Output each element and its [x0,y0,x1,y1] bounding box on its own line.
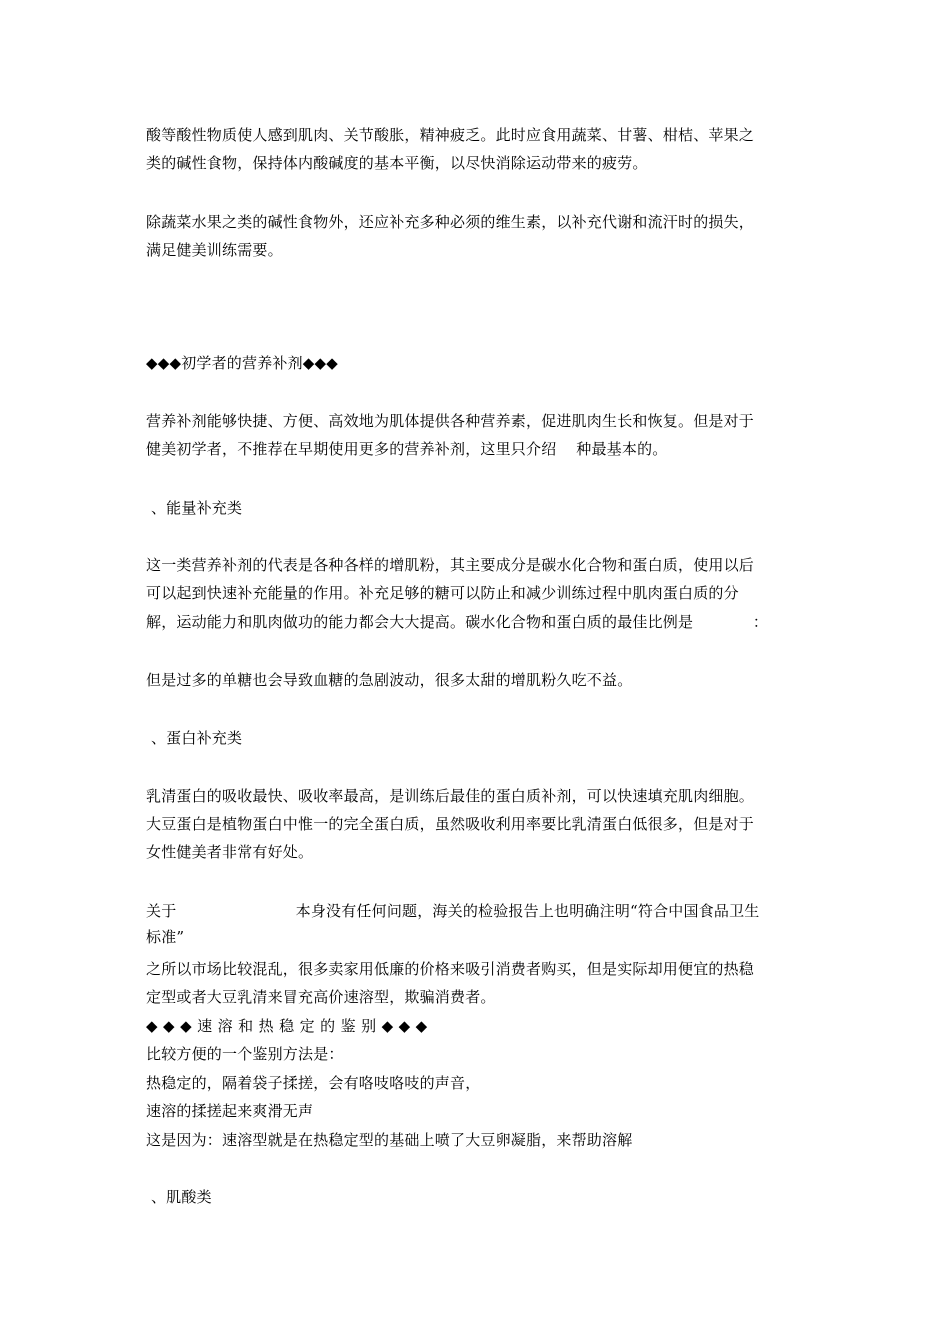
paragraph-line: 女性健美者非常有好处。 [146,843,314,861]
paragraph-line: 之所以市场比较混乱，很多卖家用低廉的价格来吸引消费者购买，但是实际却用便宜的热稳 [146,960,755,978]
paragraph-line: 定型或者大豆乳清来冒充高价速溶型，欺骗消费者。 [146,988,496,1006]
paragraph-line: 可以起到快速补充能量的作用。补充足够的糖可以防止和减少训练过程中肌肉蛋白质的分 [146,584,739,602]
paragraph-line: 标准” [146,928,185,946]
paragraph-line: 除蔬菜水果之类的碱性食物外，还应补充多种必须的维生素，以补充代谢和流汗时的损失， [146,213,755,231]
paragraph-line: 这一类营养补剂的代表是各种各样的增肌粉，其主要成分是碳水化合物和蛋白质，使用以后 [146,556,755,574]
section-heading: ◆◆◆速溶和热稳定的鉴别◆◆◆ [146,1017,433,1035]
paragraph-line: 这是因为：速溶型就是在热稳定型的基础上喷了大豆卵凝脂，来帮助溶解 [146,1131,633,1149]
paragraph-line: 类的碱性食物，保持体内酸碱度的基本平衡，以尽快消除运动带来的疲劳。 [146,154,648,172]
paragraph-line: 满足健美训练需要。 [146,241,283,259]
paragraph-line: 营养补剂能够快捷、方便、高效地为肌体提供各种营养素，促进肌肉生长和恢复。但是对于 [146,412,755,430]
section-heading: ◆◆◆初学者的营养补剂◆◆◆ [146,354,339,372]
paragraph-line: 大豆蛋白是植物蛋白中惟一的完全蛋白质，虽然吸收利用率要比乳清蛋白低很多，但是对于 [146,815,755,833]
subsection-heading: 、肌酸类 [146,1188,212,1206]
paragraph-line: 健美初学者，不推荐在早期使用更多的营养补剂，这里只介绍 种最基本的。 [146,440,668,458]
subsection-heading: 、能量补充类 [146,499,243,517]
paragraph-line: 关于 本身没有任何问题，海关的检验报告上也明确注明“符合中国食品卫生 [146,902,760,920]
paragraph-line: 比较方便的一个鉴别方法是： [146,1045,344,1063]
paragraph-line: 速溶的揉搓起来爽滑无声 [146,1102,314,1120]
paragraph-line: 但是过多的单糖也会导致血糖的急剧波动，很多太甜的增肌粉久吃不益。 [146,671,633,689]
subsection-heading: 、蛋白补充类 [146,729,243,747]
paragraph-line: 乳清蛋白的吸收最快、吸收率最高，是训练后最佳的蛋白质补剂，可以快速填充肌肉细胞。 [146,787,755,805]
paragraph-line: 热稳定的，隔着袋子揉搓，会有咯吱咯吱的声音， [146,1074,481,1092]
paragraph-line: 酸等酸性物质使人感到肌肉、关节酸胀，精神疲乏。此时应食用蔬菜、甘薯、柑桔、苹果之 [146,126,755,144]
paragraph-line: 解，运动能力和肌肉做功的能力都会大大提高。碳水化合物和蛋白质的最佳比例是 ： [146,613,769,631]
